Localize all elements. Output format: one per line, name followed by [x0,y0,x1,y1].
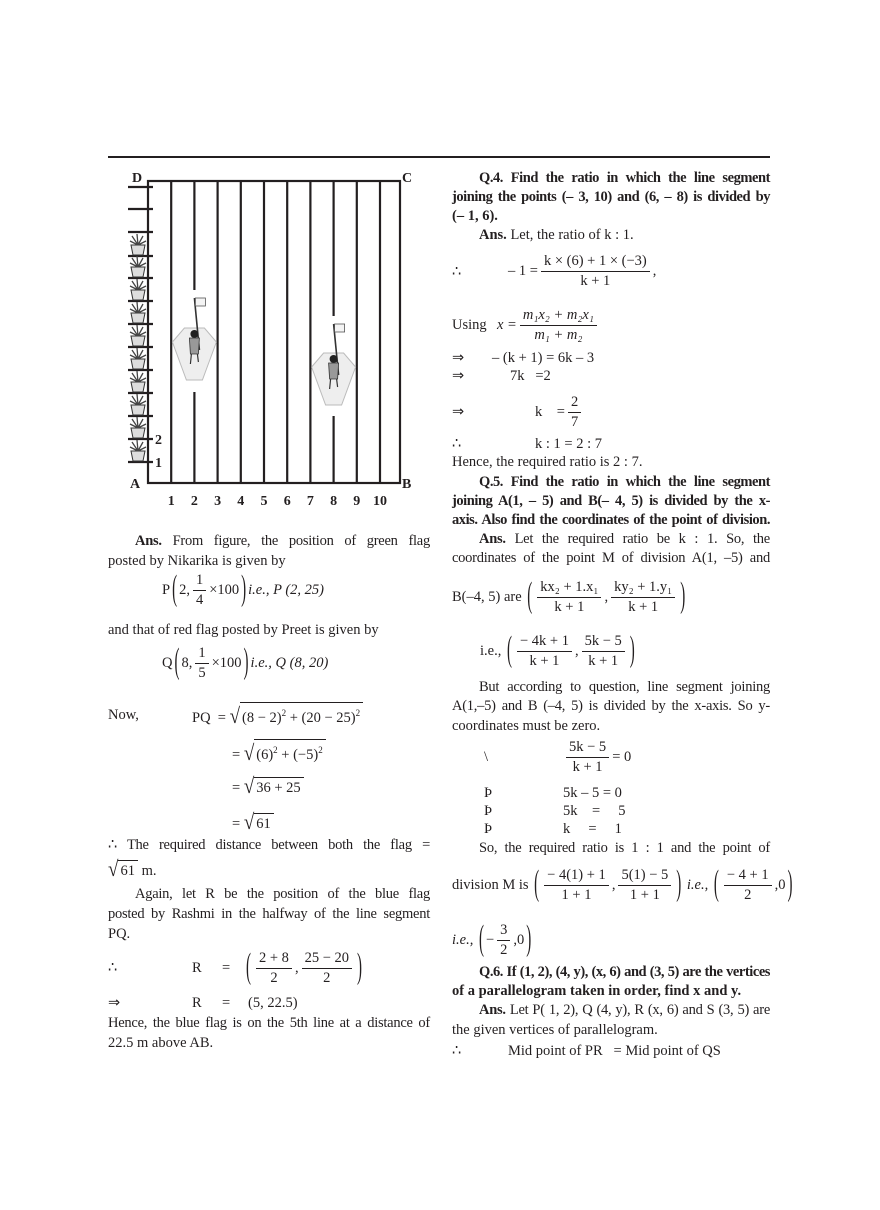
t: Using [452,317,487,333]
t: – 1 = [508,263,538,279]
pq-line-4: = √ 61 [232,813,274,833]
formula [508,250,656,292]
t: P [162,582,171,598]
y-label-1: 1 [155,456,162,471]
t: Q [162,655,173,671]
x-label-6: 6 [283,494,291,509]
corner-label-a: A [130,477,141,492]
den: 2 [323,969,331,986]
ans-line [452,1001,770,1019]
t: ×100 [209,582,240,598]
question-4-line: joining the points (– 3, 10) and (6, – 8) is divided by [452,189,770,205]
den: k + 1 [554,598,585,615]
text-line: Again, let R be the position of the blue flag [135,886,430,902]
text-line: A(1,–5) and B (–4, 5) is divided by the x-axis. So y- [452,698,770,714]
t: Let the required ratio be k : 1. So, the [505,531,770,547]
fraction [193,571,206,610]
therefore-symbol: ∴ [452,436,462,452]
left-ticks [128,187,153,462]
num: 25 − 20 [302,949,352,969]
t: = [222,995,231,1011]
implies-symbol: ⇒ [452,404,465,420]
t: 5k – 5 = 0 [563,785,622,801]
formula: i.e., ( − $\frac{3}{2}$ ,0 ) [452,920,532,960]
t: 61 [118,860,138,880]
text-line: So, the required ratio is 1 : 1 and the point of [479,840,770,856]
pq-line-1 [192,702,363,727]
den: 2 [270,969,278,986]
text-line: coordinates must be zero. [452,718,601,734]
num: − 4k + 1 [517,632,572,652]
den: 5 [198,664,206,681]
question-5-line: axis. Also find the coordinates of the point of division. [452,512,770,528]
x-label-2: 2 [190,494,198,509]
t: − [485,932,495,948]
den: k + 1 [628,598,659,615]
implies-symbol: ⇒ [108,995,121,1011]
den: 7 [570,413,579,430]
plant-pot-icon [130,234,146,255]
den: m₁ + m₂ [534,326,583,343]
formula-p: P ( 2, $\frac{1}{4}$ ×100 ) i.e., P (2, 25) [162,570,324,610]
t: i.e., [248,582,270,598]
therefore-symbol: ∴ [452,1043,462,1059]
x-label-10: 10 [373,494,387,509]
num: 5(1) − 5 [618,866,671,886]
implies-symbol: ⇒ [452,350,465,366]
plant-pot-icon [130,256,146,277]
runner-with-flag-illustration [312,324,356,405]
question-5-line: Q.5. Find the ratio in which the line segment [479,474,770,490]
question-6-line: Q.6. If (1, 2), (4, y), (x, 6) and (3, 5) are the vertices [479,964,770,980]
t: B(–4, 5) are [452,589,522,605]
text-line: Hence, the blue flag is on the 5th line at a distance of [108,1015,430,1031]
x-label-7: 7 [306,494,314,509]
text-line: posted by Nikarika is given by [108,553,286,569]
plant-pot-icon [130,371,146,392]
question-4-line: (– 1, 6). [452,208,498,224]
num: k × (6) + 1 × (−3) [541,252,650,272]
t: 5k = 5 [563,803,626,819]
t: R [192,960,202,976]
t: i.e., [250,655,272,671]
therefore-symbol: ∴ [452,264,462,280]
text-line: the given vertices of parallelogram. [452,1022,658,1038]
flag-icon [335,324,345,332]
den: k + 1 [572,758,603,775]
t: (8 − 2) [242,709,282,726]
formula [563,736,631,778]
t: 7k =2 [510,368,551,384]
corner-label-b: B [402,477,412,492]
t: i.e., [686,877,709,893]
t: k : 1 = 2 : 7 [535,436,602,452]
runner-with-flag-illustration [172,298,216,380]
pq-line-3: = √ 36 + 25 [232,777,304,797]
t: (6) [256,746,274,763]
num: ky₂ + 1.y₁ [611,578,675,598]
t: ,0 [513,932,525,948]
now-label: Now, [108,707,139,723]
ans-label: Ans. [135,533,162,549]
x-label-1: 1 [167,494,175,509]
text-line: PQ. [108,926,131,942]
header-rule [108,156,770,158]
question-5-line: joining A(1, – 5) and B(– 4, 5) is divided by the x- [452,493,770,509]
question-4-line: Q.4. Find the ratio in which the line segment [479,170,770,186]
therefore-symbol: \ [484,749,489,765]
plant-pot-icon [130,394,146,415]
t: 2 [273,745,278,755]
t: = [232,746,244,763]
flag-icon [195,298,205,306]
formula [535,391,584,433]
text-line: √ 61 m. [108,857,157,882]
num: 5k − 5 [582,632,625,652]
corner-label-c: C [402,171,413,186]
t: 2 [355,708,361,718]
implies-symbol: ⇒ [452,368,465,384]
t: 2, [179,582,190,598]
t: PQ = [192,709,230,726]
ans-label: Ans. [479,227,507,243]
t: 2 [281,708,287,718]
running-track-figure [110,160,413,510]
t: P (2, 25) [273,582,324,598]
ans-line [452,530,770,548]
plant-pot-icon [130,279,146,300]
ans-label: Ans. [479,1002,506,1018]
t: i.e., [480,643,502,659]
t: Let, the ratio of k : 1. [506,227,634,243]
question-6-line: of a parallelogram taken in order, find x and y. [452,983,742,999]
t: 8, [181,655,193,671]
t: Let P( 1, 2), Q (4, y), R (x, 6) and S (3, 5) are [505,1002,770,1018]
num: 5k − 5 [566,738,609,758]
t: i.e., [452,932,474,948]
formula: division M is ( $\frac{- 4(1) + 1}{1 + 1}$ , $\frac{5(1) - 5}{1 + 1}$ ) i.e., ( $\frac{- 4 + 1}{2}$ ,0 ) [452,865,793,905]
text: From figure, the position of green flag [161,533,430,549]
implies-symbol: Þ [484,785,493,801]
x-label-8: 8 [330,494,338,509]
x-axis-labels [168,494,387,509]
t: m. [137,863,157,879]
den: k + 1 [529,652,560,669]
formula-q: Q ( 8, $\frac{1}{5}$ ×100 ) i.e., Q (8, 20) [162,643,329,683]
fraction [195,644,208,683]
t: = [222,960,231,976]
x-label-3: 3 [214,494,222,509]
t: division M is [452,877,529,893]
text-line: Hence, the required ratio is 2 : 7. [452,454,643,470]
formula-r: ( $\frac{2 + 8}{2}$ , $\frac{25 - 20}{2}$ ) [246,948,362,988]
text-line: coordinates of the point M of division A(1, –5) and [452,550,770,566]
num: 2 + 8 [256,949,292,969]
plant-pot-icon [130,302,146,323]
t: 61 [254,813,274,833]
ans-paragraph-line [108,532,430,550]
sqrt: √ $(8 - 2)^2 + (20 - 25)^2$ [230,702,364,727]
plant-pot-icon [130,417,146,438]
t: ,0 [774,877,786,893]
formula: i.e., ( $\frac{- 4k + 1}{k + 1}$ , $\frac{5k - 5}{k + 1}$ ) [480,631,635,671]
text-line: posted by Rashmi in the halfway of the line segment [108,906,430,922]
t: , [652,263,657,279]
t: 36 + 25 [254,777,303,797]
ans-label: Ans. [479,531,506,547]
den: 2 [744,886,752,903]
plant-pot-icon [130,325,146,346]
implies-symbol: Þ [484,821,493,837]
den: 1 + 1 [561,886,592,903]
text-line: ∴ The required distance between both the flag = [108,837,430,853]
num: 2 [568,393,581,413]
t: k = 1 [563,821,622,837]
therefore-symbol: ∴ [108,960,118,976]
corner-label-d: D [132,171,143,186]
t: – (k + 1) = 6k – 3 [492,350,595,366]
t: + (−5) [277,746,319,763]
t: Mid point of PR = Mid point of QS [508,1043,721,1059]
den: k + 1 [580,272,611,289]
t: R [192,995,202,1011]
num: − 4 + 1 [724,866,772,886]
y-label-2: 2 [155,433,162,448]
plant-pot-icon [130,440,146,461]
t: x = [497,317,517,333]
t: Q (8, 20) [275,655,329,671]
plant-pot-icon [130,348,146,369]
t: 2 [318,745,323,755]
text-line: and that of red flag posted by Preet is given by [108,622,379,638]
num: 1 [193,571,206,591]
t: = [232,816,244,832]
num: − 4(1) + 1 [544,866,609,886]
x-label-4: 4 [237,494,245,509]
num: 1 [195,644,208,664]
ans-line [452,226,770,244]
t: k = [535,404,565,420]
num: 3 [497,921,510,941]
num: m₁x₂ + m₂x₁ [520,306,597,326]
formula: B(–4, 5) are ( $\frac{\text{kx₂ + 1.x₁}}{k + 1}$ , $\frac{\text{ky₂ + 1.y₁}}{k + 1}$ ) [452,577,686,617]
text-line: 22.5 m above AB. [108,1035,214,1051]
den: 1 + 1 [629,886,660,903]
den: 4 [195,591,204,608]
pq-line-2: = √ $(6)^2 + (-5)^2$ [232,739,326,764]
x-label-5: 5 [260,494,268,509]
t: = [232,780,244,796]
t: ×100 [211,655,242,671]
den: k + 1 [588,652,619,669]
formula [497,304,600,346]
t: = 0 [612,749,632,765]
t: (5, 22.5) [248,995,298,1011]
x-label-9: 9 [353,494,361,509]
implies-symbol: Þ [484,803,493,819]
den: 2 [500,941,508,958]
t: + (20 − 25) [286,709,356,726]
text-line: But according to question, line segment joining [479,679,770,695]
num: kx₂ + 1.x₁ [537,578,601,598]
